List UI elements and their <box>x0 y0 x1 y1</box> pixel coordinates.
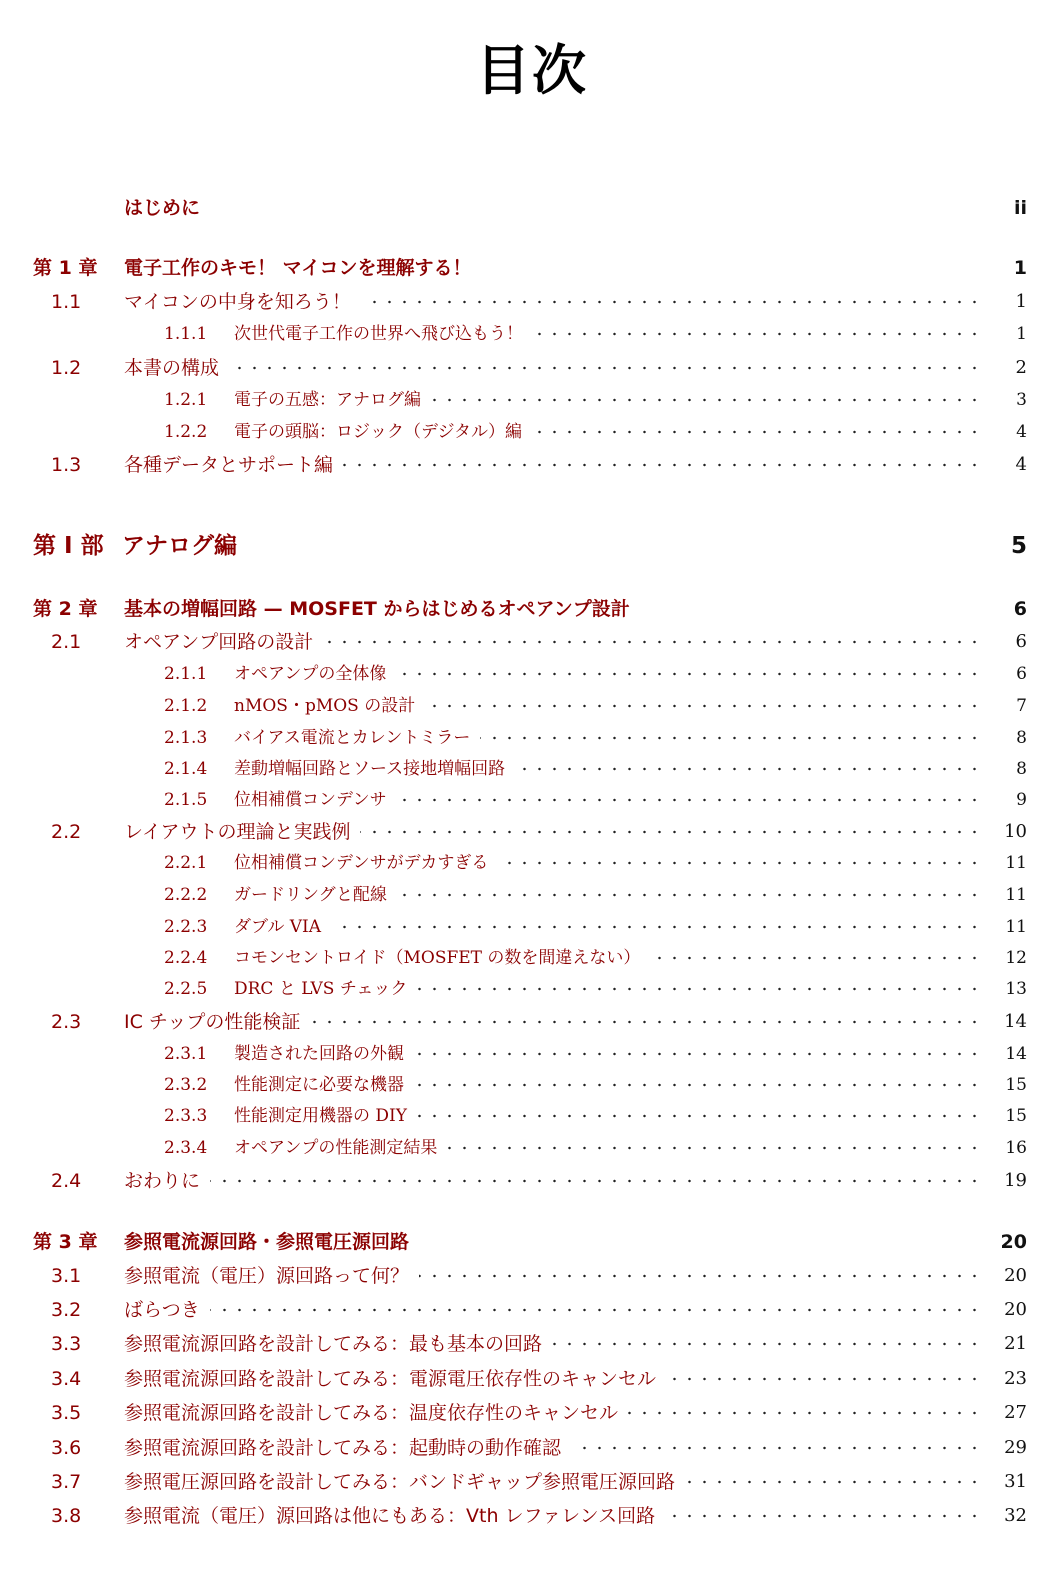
toc-entry-title: 各種データとサポート編 <box>124 454 334 476</box>
toc-entry-number: 2.1.2 <box>164 696 208 716</box>
toc-entry-title: 基本の増幅回路 — MOSFET からはじめるオペアンプ設計 <box>124 598 630 620</box>
toc-entry-number: 2.2.1 <box>164 853 208 873</box>
toc-entry-page: 6 <box>1015 631 1027 652</box>
toc-entry-number: 3.1 <box>51 1265 82 1287</box>
dot-leader <box>685 1467 982 1497</box>
toc-entry-title: 製造された回路の外観 <box>234 1044 404 1064</box>
toc-entry-page: 11 <box>1005 885 1027 905</box>
toc-entry-number: 3.4 <box>51 1368 82 1390</box>
dot-leader <box>210 1166 982 1196</box>
toc-entry-page: 8 <box>1016 728 1027 748</box>
toc-entry[interactable] <box>0 912 1064 942</box>
toc-entry-page: 29 <box>1004 1437 1027 1458</box>
toc-entry[interactable] <box>0 1039 1064 1069</box>
toc-entry-page: 20 <box>1004 1299 1027 1320</box>
toc-entry[interactable] <box>0 1329 1064 1359</box>
toc-entry-page: 31 <box>1004 1471 1027 1492</box>
toc-entry-title: 参照電流（電圧）源回路って何？ <box>124 1265 410 1287</box>
toc-entry-title: nMOS・pMOS の設計 <box>234 696 416 716</box>
toc-entry-number: 2.1 <box>51 631 82 653</box>
toc-entry-number: 2.3.2 <box>164 1075 208 1095</box>
toc-entry[interactable] <box>0 1433 1064 1463</box>
toc-entry-title: アナログ編 <box>122 533 237 559</box>
toc-entry-number: 1.2.1 <box>164 390 208 410</box>
toc-entry[interactable] <box>0 785 1064 815</box>
dot-leader <box>552 1329 982 1359</box>
dot-leader <box>210 1295 982 1325</box>
dot-leader <box>498 848 982 878</box>
toc-entry-title: 性能測定に必要な機器 <box>234 1075 404 1095</box>
toc-entry-page: 12 <box>1005 948 1027 968</box>
dot-leader <box>628 1398 982 1428</box>
toc-entry-number: 1.2 <box>51 357 82 379</box>
toc-entry-title: 次世代電子工作の世界へ飛び込もう！ <box>234 324 523 344</box>
dot-leader <box>331 912 982 942</box>
toc-entry-title: 性能測定用機器の DIY <box>234 1106 407 1126</box>
toc-entry-page: 14 <box>1005 1044 1027 1064</box>
toc-entry-page: 23 <box>1004 1368 1027 1389</box>
toc-entry-number: 2.4 <box>51 1170 82 1192</box>
toc-entry-number: 2.1.5 <box>164 790 208 810</box>
toc-entry-number: 3.5 <box>51 1402 82 1424</box>
dot-leader <box>533 319 982 349</box>
dot-leader <box>532 417 982 447</box>
toc-entry-title: 参照電流（電圧）源回路は他にもある：Vth レファレンス回路 <box>124 1505 656 1527</box>
dot-leader <box>397 785 982 815</box>
dot-leader <box>480 723 982 753</box>
toc-entry[interactable] <box>0 1467 1064 1497</box>
toc-entry-page: 11 <box>1005 853 1027 873</box>
toc-entry-number: 2.3 <box>51 1011 82 1033</box>
dot-leader <box>417 974 982 1004</box>
toc-entry-page: 32 <box>1004 1505 1027 1526</box>
toc-entry[interactable] <box>0 353 1064 383</box>
toc-entry-title: オペアンプの全体像 <box>234 664 387 684</box>
toc-entry-number: 第 3 章 <box>33 1231 98 1253</box>
dot-leader <box>397 880 982 910</box>
toc-entry-title: DRC と LVS チェック <box>234 979 408 999</box>
toc-entry-number: 2.2 <box>51 821 82 843</box>
dot-leader <box>431 385 982 415</box>
toc-entry-number: 2.1.1 <box>164 664 208 684</box>
toc-entry[interactable] <box>0 1227 1064 1257</box>
toc-entry-page: 15 <box>1005 1106 1027 1126</box>
toc-entry-number: 1.1 <box>51 291 82 313</box>
dot-leader <box>447 1133 982 1163</box>
dot-leader <box>310 1007 982 1037</box>
toc-entry[interactable] <box>0 417 1064 447</box>
toc-entry-number: 第 I 部 <box>33 533 104 559</box>
toc-entry-page: 2 <box>1015 357 1027 378</box>
toc-entry[interactable] <box>0 754 1064 784</box>
toc-entry-number: 2.3.4 <box>164 1138 208 1158</box>
toc-entry-number: 2.1.4 <box>164 759 208 779</box>
dot-leader <box>361 287 982 317</box>
toc-entry-page: 1 <box>1016 324 1027 344</box>
toc-entry-title: IC チップの性能検証 <box>124 1011 301 1033</box>
dot-leader <box>666 1364 982 1394</box>
toc-entry[interactable] <box>0 594 1064 624</box>
toc-entry[interactable] <box>0 1261 1064 1291</box>
page-title: 目次 <box>476 39 588 102</box>
toc-entry-title: おわりに <box>124 1170 201 1192</box>
toc-entry[interactable] <box>0 253 1064 283</box>
toc-entry-page: 6 <box>1013 598 1027 620</box>
toc-entry-number: 2.2.3 <box>164 917 208 937</box>
toc-entry-number: 3.6 <box>51 1437 82 1459</box>
toc-entry-title: はじめに <box>124 197 201 219</box>
toc-entry-title: オペアンプ回路の設計 <box>124 631 314 653</box>
toc-entry-number: 1.3 <box>51 454 82 476</box>
toc-entry-page: 1 <box>1015 291 1027 312</box>
dot-leader <box>419 1261 982 1291</box>
toc-entry-page: 16 <box>1005 1138 1027 1158</box>
toc-entry-title: 本書の構成 <box>124 357 220 379</box>
toc-entry-number: 2.2.2 <box>164 885 208 905</box>
toc-entry-title: ダブル VIA <box>234 917 321 937</box>
toc-entry-title: 参照電流源回路を設計してみる：最も基本の回路 <box>124 1333 543 1355</box>
toc-entry-title: マイコンの中身を知ろう！ <box>124 291 351 313</box>
toc-entry[interactable] <box>0 450 1064 480</box>
dot-leader <box>323 627 982 657</box>
toc-entry-page: 6 <box>1016 664 1027 684</box>
toc-entry-number: 2.1.3 <box>164 728 208 748</box>
dot-leader <box>343 450 982 480</box>
toc-entry-number: 第 1 章 <box>33 257 98 279</box>
toc-entry[interactable] <box>0 848 1064 878</box>
toc-entry-page: 4 <box>1016 422 1027 442</box>
toc-entry-page: 9 <box>1016 790 1027 810</box>
toc-entry[interactable] <box>0 1070 1064 1100</box>
toc-entry[interactable] <box>0 723 1064 753</box>
toc-entry-title: ばらつき <box>124 1299 200 1321</box>
toc-entry-number: 2.2.4 <box>164 948 208 968</box>
toc-entry[interactable] <box>0 974 1064 1004</box>
toc-entry-page: 5 <box>1010 533 1027 559</box>
toc-entry[interactable] <box>0 1007 1064 1037</box>
toc-entry-number: 1.1.1 <box>164 324 208 344</box>
toc-entry-number: 2.3.1 <box>164 1044 208 1064</box>
toc-entry[interactable] <box>0 1166 1064 1196</box>
dot-leader <box>360 817 982 847</box>
dot-leader <box>665 1501 982 1531</box>
dot-leader <box>229 353 982 383</box>
dot-leader <box>396 659 982 689</box>
toc-entry-title: 参照電流源回路を設計してみる：起動時の動作確認 <box>124 1437 562 1459</box>
toc-entry-page: 10 <box>1004 821 1027 842</box>
toc-entry-title: 参照電流源回路・参照電圧源回路 <box>124 1231 410 1253</box>
toc-entry-number: 3.3 <box>51 1333 82 1355</box>
toc-entry[interactable] <box>0 193 1064 223</box>
dot-leader <box>650 943 982 973</box>
toc-entry-page: 3 <box>1016 390 1027 410</box>
toc-entry-title: 参照電流源回路を設計してみる：温度依存性のキャンセル <box>124 1402 619 1424</box>
toc-entry[interactable] <box>0 943 1064 973</box>
toc-entry-number: 3.8 <box>51 1505 82 1527</box>
toc-entry[interactable] <box>0 385 1064 415</box>
toc-entry-page: 19 <box>1004 1170 1027 1191</box>
toc-entry[interactable] <box>0 880 1064 910</box>
dot-leader <box>414 1070 982 1100</box>
toc-entry[interactable] <box>0 1398 1064 1428</box>
toc-entry-title: コモンセントロイド（MOSFET の数を間違えない） <box>234 948 641 968</box>
toc-entry-page: 13 <box>1005 979 1027 999</box>
toc-entry-page: 7 <box>1016 696 1027 716</box>
toc-entry[interactable] <box>0 319 1064 349</box>
toc-entry-title: 差動増幅回路とソース接地増幅回路 <box>234 759 506 779</box>
toc-entry[interactable] <box>0 1295 1064 1325</box>
toc-entry-page: 21 <box>1004 1333 1027 1354</box>
toc-entry-page: 14 <box>1004 1011 1027 1032</box>
toc-entry-page: 4 <box>1015 454 1027 475</box>
dot-leader <box>571 1433 982 1463</box>
dot-leader <box>417 1101 982 1131</box>
toc-entry[interactable] <box>0 531 1064 561</box>
toc-entry-title: 電子の五感：アナログ編 <box>234 390 421 410</box>
toc-entry-page: 15 <box>1005 1075 1027 1095</box>
toc-entry[interactable] <box>0 691 1064 721</box>
toc-entry-title: レイアウトの理論と実践例 <box>124 821 351 843</box>
toc-entry-number: 1.2.2 <box>164 422 208 442</box>
toc-entry-number: 第 2 章 <box>33 598 98 620</box>
toc-entry-title: 位相補償コンデンサがデカすぎる <box>234 853 489 873</box>
toc-entry-title: 参照電圧源回路を設計してみる：バンドギャップ参照電圧源回路 <box>124 1471 676 1493</box>
toc-entry[interactable] <box>0 1364 1064 1394</box>
toc-entry-page: 8 <box>1016 759 1027 779</box>
toc-entry-page: 27 <box>1004 1402 1027 1423</box>
dot-leader <box>425 691 982 721</box>
toc-entry-title: ガードリングと配線 <box>234 885 387 905</box>
toc-entry-number: 3.7 <box>51 1471 82 1493</box>
toc-entry-page: 11 <box>1005 917 1027 937</box>
toc-entry-title: バイアス電流とカレントミラー <box>234 728 471 748</box>
toc-entry[interactable] <box>0 1133 1064 1163</box>
toc-entry[interactable] <box>0 817 1064 847</box>
toc-entry-title: 参照電流源回路を設計してみる：電源電圧依存性のキャンセル <box>124 1368 657 1390</box>
toc-entry[interactable] <box>0 1501 1064 1531</box>
toc-entry-title: 位相補償コンデンサ <box>234 790 387 810</box>
toc-entry[interactable] <box>0 627 1064 657</box>
toc-entry-page: 20 <box>1004 1265 1027 1286</box>
toc-entry-number: 3.2 <box>51 1299 82 1321</box>
toc-entry-title: 電子工作のキモ！ マイコンを理解する！ <box>124 257 472 279</box>
toc-entry-title: オペアンプの性能測定結果 <box>234 1138 438 1158</box>
dot-leader <box>414 1039 982 1069</box>
toc-entry-page: 20 <box>1000 1231 1027 1253</box>
toc-entry-number: 2.2.5 <box>164 979 208 999</box>
toc-entry-page: ii <box>1013 197 1027 219</box>
toc-entry-page: 1 <box>1013 257 1027 279</box>
dot-leader <box>515 754 982 784</box>
toc-entry-number: 2.3.3 <box>164 1106 208 1126</box>
toc-entry[interactable] <box>0 1101 1064 1131</box>
toc-entry[interactable] <box>0 287 1064 317</box>
toc-entry[interactable] <box>0 659 1064 689</box>
toc-entry-title: 電子の頭脳：ロジック（デジタル）編 <box>234 422 522 442</box>
